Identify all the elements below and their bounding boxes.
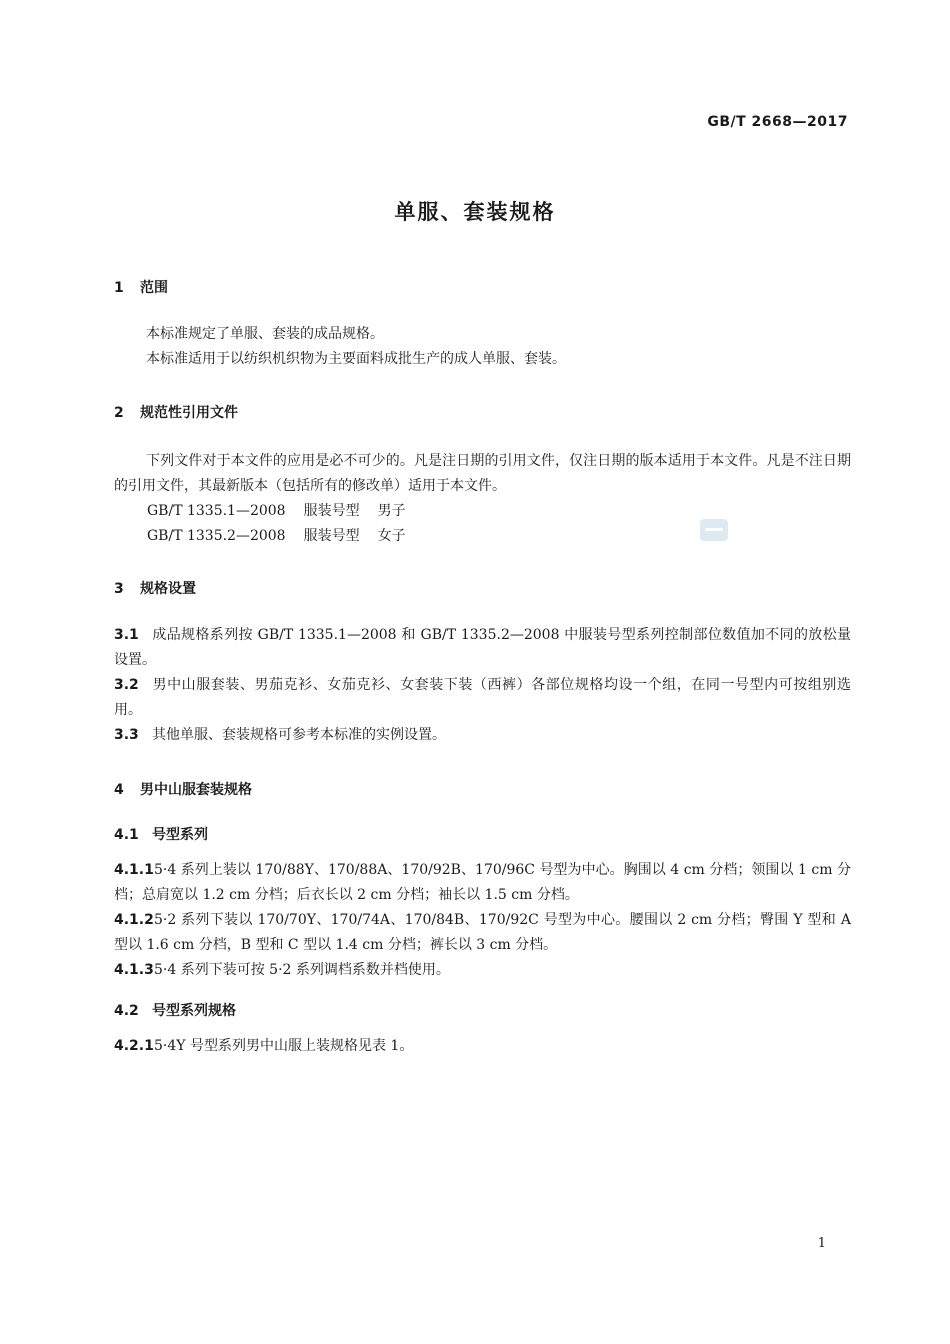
section-title: 规格设置 <box>140 581 196 597</box>
paragraph: 本标准适用于以纺织机织物为主要面料成批生产的成人单服、套装。 <box>146 351 566 367</box>
clause-4-1-1 <box>114 858 851 908</box>
subsection-4-2-body <box>114 1034 851 1059</box>
clause-number: 3.2 <box>114 677 139 693</box>
clause-text: 5·4 系列下装可按 5·2 系列调档系数并档使用。 <box>154 962 450 978</box>
paragraph: 下列文件对于本文件的应用是必不可少的。凡是注日期的引用文件，仅注日期的版本适用于本文件。凡是不注日期的引用文件，其最新版本（包括所有的修改单）适用于本文件。 <box>114 453 851 494</box>
subsection-title: 号型系列 <box>152 827 208 843</box>
clause-3-3 <box>114 723 851 748</box>
reference-item <box>114 499 851 524</box>
section-title: 规范性引用文件 <box>140 405 238 421</box>
reference-code: GB/T 1335.1—2008 <box>147 503 286 519</box>
section-3-body <box>114 623 851 748</box>
clause-3-1 <box>114 623 851 673</box>
subsection-number: 4.2 <box>114 1003 139 1019</box>
clause-4-1-3 <box>114 958 851 983</box>
reference-name: 服装号型 <box>303 528 360 544</box>
subsection-heading-4-1 <box>114 824 208 844</box>
section-number: 4 <box>114 782 124 798</box>
clause-number: 4.1.2 <box>114 912 154 928</box>
reference-scope: 男子 <box>377 503 406 519</box>
section-heading-4 <box>114 779 252 799</box>
subsection-4-1-body <box>114 858 851 983</box>
clause-text: 成品规格系列按 GB/T 1335.1—2008 和 GB/T 1335.2—2008 中服装号型系列控制部位数值加不同的放松量设置。 <box>114 627 851 668</box>
reference-code: GB/T 1335.2—2008 <box>147 528 286 544</box>
standard-code: GB/T 2668—2017 <box>707 114 848 130</box>
clause-4-2-1 <box>114 1034 851 1059</box>
clause-text: 5·4 系列上装以 170/88Y、170/88A、170/92B、170/96C 号型为中心。胸围以 4 cm 分档；领围以 1 cm 分档；总肩宽以 1.2 cm 分档；后衣长以 2 cm 分档；袖长以 1.5 cm 分档。 <box>114 862 851 903</box>
watermark-logo-icon <box>700 519 728 541</box>
subsection-title: 号型系列规格 <box>152 1003 236 1019</box>
reference-name: 服装号型 <box>303 503 360 519</box>
clause-text: 5·4Y 号型系列男中山服上装规格见表 1。 <box>154 1038 414 1054</box>
clause-4-1-2 <box>114 908 851 958</box>
document-title: 单服、套装规格 <box>394 200 556 224</box>
clause-text: 其他单服、套装规格可参考本标准的实例设置。 <box>152 727 446 743</box>
section-heading-3 <box>114 578 196 598</box>
section-title: 范围 <box>140 280 168 296</box>
section-1-body <box>114 322 851 372</box>
clause-text: 5·2 系列下装以 170/70Y、170/74A、170/84B、170/92C 号型为中心。腰围以 2 cm 分档；臀围 Y 型和 A 型以 1.6 cm 分档，B 型和 C 型以 1.4 cm 分档；裤长以 3 cm 分档。 <box>114 912 851 953</box>
section-heading-2 <box>114 402 238 422</box>
section-number: 1 <box>114 280 124 296</box>
clause-number: 4.2.1 <box>114 1038 154 1054</box>
section-number: 2 <box>114 405 124 421</box>
section-heading-1 <box>114 277 168 297</box>
reference-item <box>114 524 851 549</box>
page-number: 1 <box>817 1236 826 1251</box>
paragraph: 本标准规定了单服、套装的成品规格。 <box>146 326 384 342</box>
clause-number: 3.1 <box>114 627 139 643</box>
clause-text: 男中山服套装、男茄克衫、女茄克衫、女套装下装（西裤）各部位规格均设一个组，在同一号型内可按组别选用。 <box>114 677 851 718</box>
section-number: 3 <box>114 581 124 597</box>
section-2-body <box>114 449 851 549</box>
clause-number: 3.3 <box>114 727 139 743</box>
subsection-heading-4-2 <box>114 1000 236 1020</box>
clause-number: 4.1.3 <box>114 962 154 978</box>
clause-3-2 <box>114 673 851 723</box>
subsection-number: 4.1 <box>114 827 139 843</box>
section-title: 男中山服套装规格 <box>140 782 252 798</box>
reference-scope: 女子 <box>377 528 406 544</box>
clause-number: 4.1.1 <box>114 862 154 878</box>
